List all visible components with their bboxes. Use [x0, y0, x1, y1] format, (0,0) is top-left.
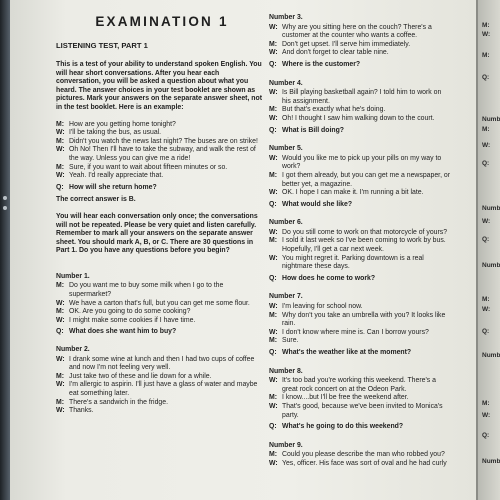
dialogue-line [269, 189, 451, 198]
dialogue-text: Why are you sitting here on the couch? There's a customer at the counter who wants a coffee. [282, 23, 432, 40]
question-text: What is Bill doing? [282, 126, 345, 134]
dialogue-line [56, 121, 264, 130]
speaker-label: M: [56, 120, 65, 128]
dialogue-line [269, 394, 451, 403]
question-block [269, 219, 451, 283]
dialogue-line [56, 164, 264, 173]
question-text: What's the weather like at the moment? [282, 349, 412, 356]
speaker-label: W: [56, 299, 65, 307]
speaker-label: M: [56, 372, 65, 380]
question-block [269, 368, 451, 432]
speaker-label: W: [56, 407, 65, 415]
dialogue-text: We have a carton that's full, but you can get me some flour. [69, 299, 250, 307]
dialogue-line [269, 337, 451, 346]
speaker-label: W: [269, 89, 278, 97]
question-label: Q: [269, 200, 277, 208]
speaker-label: W: [56, 172, 65, 180]
dialogue-text: I drank some wine at lunch and then I had two cups of coffee and now I'm not feeling very well. [69, 355, 255, 372]
speaker-label: W: [269, 154, 278, 162]
question-label: Q: [269, 423, 277, 431]
next-page-fragment: W: [482, 218, 491, 225]
left-questions [56, 273, 264, 416]
question-line [56, 328, 264, 337]
question-block [269, 80, 451, 136]
dialogue-text: Is Bill playing basketball again? I told him to work on his assignment. [282, 89, 442, 105]
dialogue-line [269, 24, 451, 41]
dialogue-text: I got them already, but you can get me a newspaper, or better yet, a magazine. [282, 171, 451, 188]
dialogue-text: Yeah. I'd really appreciate that. [69, 172, 164, 180]
question-text: How does he come to work? [282, 274, 376, 282]
dialogue-text: Oh No! Then I'll have to take the subway, and walk the rest of the way. Unless you can give me a ride! [69, 146, 256, 162]
question-number: Number 1. [56, 272, 90, 280]
dialogue-text: Don't get upset. I'll serve him immediately. [282, 40, 411, 48]
dialogue-text: OK. I hope I can make it. I'm running a bit late. [282, 189, 424, 197]
question-block [56, 346, 264, 416]
next-page-fragment: Q: [482, 432, 490, 439]
dialogue-text: Thanks. [69, 407, 94, 415]
speaker-label: W: [56, 355, 65, 363]
speaker-label: W: [269, 328, 278, 336]
dialogue-line [56, 308, 264, 317]
question-line [269, 127, 451, 136]
dialogue-text: And don't forget to clear table nine. [282, 49, 389, 57]
next-page-fragment: Q: [482, 74, 490, 81]
next-page-fragment: Q: [482, 236, 490, 243]
dialogue-text: Could you please describe the man who robbed you? [282, 451, 445, 459]
dialogue-text: Oh! I thought I saw him walking down to the court. [282, 114, 435, 122]
question-label: Q: [269, 60, 277, 68]
next-page-fragment: W: [482, 142, 491, 149]
speaker-label: M: [269, 237, 278, 245]
question-number: Number 9. [269, 441, 303, 449]
dialogue-text: It's too bad you're working this weekend. There's a great rock concert on at the Odeon Park. [282, 377, 436, 393]
dialogue-text: I don't know where mine is. Can I borrow yours? [282, 328, 429, 336]
next-page-edge [478, 0, 500, 500]
dialogue-text: There's a sandwich in the fridge. [69, 398, 168, 406]
dialogue-text: That's good, because we've been invited to Monica's party. [282, 402, 443, 419]
dialogue-text: I might make some cookies if I have time. [69, 316, 196, 324]
dialogue-line [269, 106, 451, 115]
speaker-label: W: [56, 316, 65, 324]
dialogue-line [269, 329, 451, 338]
dialogue-text: Do you still come to work on that motorcycle of yours? [282, 228, 448, 236]
speaker-label: M: [269, 40, 278, 48]
question-number: Number 3. [269, 14, 303, 21]
question-label: Q: [269, 349, 277, 356]
left-column [56, 0, 264, 416]
right-column [269, 14, 451, 469]
next-page-fragment: Q: [482, 160, 490, 167]
question-text: Where is the customer? [282, 60, 361, 68]
dialogue-line [56, 373, 264, 382]
speaker-label: M: [269, 311, 278, 319]
dialogue-line [269, 312, 451, 329]
part-title: LISTENING TEST, PART 1 [56, 41, 148, 50]
dialogue-text: Do you want me to buy some milk when I go to the supermarket? [69, 282, 224, 299]
dialogue-text: Just take two of these and lie down for a while. [69, 372, 212, 380]
speaker-label: W: [269, 189, 278, 197]
dialogue-line [269, 255, 451, 272]
dialogue-text: I'm allergic to aspirin. I'll just have a glass of water and maybe eat something later. [69, 381, 258, 397]
speaker-label: W: [269, 114, 278, 122]
speaker-label: M: [269, 171, 278, 179]
dialogue-line [56, 356, 264, 373]
dialogue-line [56, 146, 264, 163]
next-page-fragment: M: [482, 296, 490, 303]
next-page-fragment: Numb [482, 116, 500, 123]
speaker-label: M: [56, 282, 65, 290]
speaker-label: W: [269, 49, 278, 57]
speaker-label: W: [269, 303, 278, 311]
question-number: Number 4. [269, 79, 303, 87]
right-questions [269, 14, 451, 469]
binder-spine [0, 0, 10, 500]
question-block [269, 14, 451, 70]
question-line [269, 423, 451, 432]
question-text: What would she like? [282, 200, 353, 208]
next-page-fragment: M: [482, 52, 490, 59]
dialogue-line [56, 129, 264, 138]
question-line [269, 275, 451, 284]
question-number: Number 8. [269, 367, 303, 375]
question-block [56, 273, 264, 337]
dialogue-text: I'm leaving for school now. [282, 303, 363, 311]
next-page-fragment: Q: [482, 328, 490, 335]
dialogue-text: How are you getting home tonight? [69, 120, 176, 128]
next-page-fragment: M: [482, 22, 490, 29]
dialogue-text: OK. Are you going to do some cooking? [69, 308, 191, 316]
dialogue-line [269, 451, 451, 460]
speaker-label: M: [56, 398, 65, 406]
intro-text: This is a test of your ability to understand spoken English. You will hear short conversations. After you hear each conversation, you will be asked a question about what you heard. The answer choices in your test booklet are shown as pictures. Mark your answers on the separate answer sheet, not in the test booklet. Here is an example: [56, 61, 263, 111]
question-label: Q: [56, 328, 64, 336]
binder-ring [3, 196, 7, 200]
speaker-label: M: [56, 163, 65, 171]
dialogue-line [269, 303, 451, 312]
dialogue-text: I sold it last week so I've been coming to work by bus. Hopefully, I'll get a car next week. [282, 237, 446, 254]
example-dialogue [56, 121, 264, 181]
question-block [269, 442, 451, 469]
speaker-label: W: [269, 402, 278, 410]
next-page-fragment: W: [482, 412, 491, 419]
speaker-label: W: [269, 459, 278, 467]
dialogue-line [56, 317, 264, 326]
instructions-text: You will hear each conversation only once; the conversations will not be repeated. Please be very quiet and listen carefully. Remember to mark all your answers on the separate answer sheet. You should mark A, B, or C. There are 30 questions in Part 1. Do you have any questions before you begin? [56, 212, 258, 255]
question-label: Q: [269, 274, 277, 282]
dialogue-line [56, 399, 264, 408]
speaker-label: M: [269, 394, 278, 402]
speaker-label: W: [56, 146, 65, 154]
next-page-fragment: W: [482, 31, 491, 38]
question-number: Number 5. [269, 145, 303, 153]
next-page-fragment: M: [482, 126, 490, 133]
dialogue-line [269, 49, 451, 58]
dialogue-line [56, 300, 264, 309]
question-line [269, 349, 451, 358]
exam-title: EXAMINATION 1 [95, 14, 229, 29]
dialogue-line [269, 237, 451, 254]
dialogue-text: Sure, if you want to wait about fifteen minutes or so. [69, 163, 228, 171]
booklet-page [10, 0, 478, 500]
dialogue-text: Why don't you take an umbrella with you? It looks like rain. [282, 311, 446, 328]
speaker-label: W: [269, 23, 278, 31]
question-label: Q: [56, 183, 64, 191]
speaker-label: W: [56, 381, 65, 389]
question-label: Q: [269, 126, 277, 134]
question-block [269, 145, 451, 209]
dialogue-text: But that's exactly what he's doing. [282, 106, 386, 114]
speaker-label: W: [269, 254, 278, 262]
question-block [269, 293, 451, 357]
dialogue-text: Would you like me to pick up your pills on my way to work? [282, 154, 442, 171]
dialogue-text: Sure. [282, 337, 299, 345]
dialogue-line [56, 381, 264, 398]
dialogue-line [269, 41, 451, 50]
dialogue-text: I'll be taking the bus, as usual. [69, 129, 162, 137]
example-answer: The correct answer is B. [56, 196, 136, 204]
dialogue-line [56, 282, 264, 299]
dialogue-line [269, 460, 451, 469]
dialogue-text: Yes, officer. His face was sort of oval and he had curly [282, 459, 447, 467]
dialogue-line [269, 155, 451, 172]
speaker-label: M: [269, 337, 278, 345]
dialogue-text: I know....but I'll be free the weekend after. [282, 394, 409, 402]
speaker-label: M: [56, 308, 65, 316]
speaker-label: M: [269, 106, 278, 114]
dialogue-line [56, 407, 264, 416]
example-question [56, 184, 264, 193]
dialogue-line [269, 377, 451, 394]
question-line [269, 61, 451, 70]
next-page-fragment: Numb [482, 458, 500, 465]
next-page-fragment: Numb [482, 352, 500, 359]
dialogue-line [56, 138, 264, 147]
dialogue-text: You might regret it. Parking downtown is a real nightmare these days. [282, 254, 424, 271]
speaker-label: W: [56, 129, 65, 137]
dialogue-line [269, 172, 451, 189]
speaker-label: W: [269, 377, 278, 385]
speaker-label: M: [269, 451, 278, 459]
next-page-fragment: Numb [482, 205, 500, 212]
question-text: What's he going to do this weekend? [282, 423, 404, 431]
question-line [269, 201, 451, 210]
dialogue-line [269, 403, 451, 420]
question-number: Number 2. [56, 346, 90, 354]
next-page-fragment: M: [482, 400, 490, 407]
dialogue-line [269, 89, 451, 106]
dialogue-text: Didn't you watch the news last night? The buses are on strike! [69, 137, 258, 145]
speaker-label: W: [269, 228, 278, 236]
question-number: Number 6. [269, 219, 303, 227]
next-page-fragment: Numb [482, 262, 500, 269]
dialogue-line [269, 115, 451, 124]
binder-ring [3, 206, 7, 210]
question-text: How will she return home? [69, 183, 157, 191]
dialogue-line [269, 229, 451, 238]
question-number: Number 7. [269, 293, 303, 301]
dialogue-line [56, 172, 264, 181]
next-page-fragment: W: [482, 306, 491, 313]
speaker-label: M: [56, 137, 65, 145]
question-text: What does she want him to buy? [69, 328, 177, 336]
